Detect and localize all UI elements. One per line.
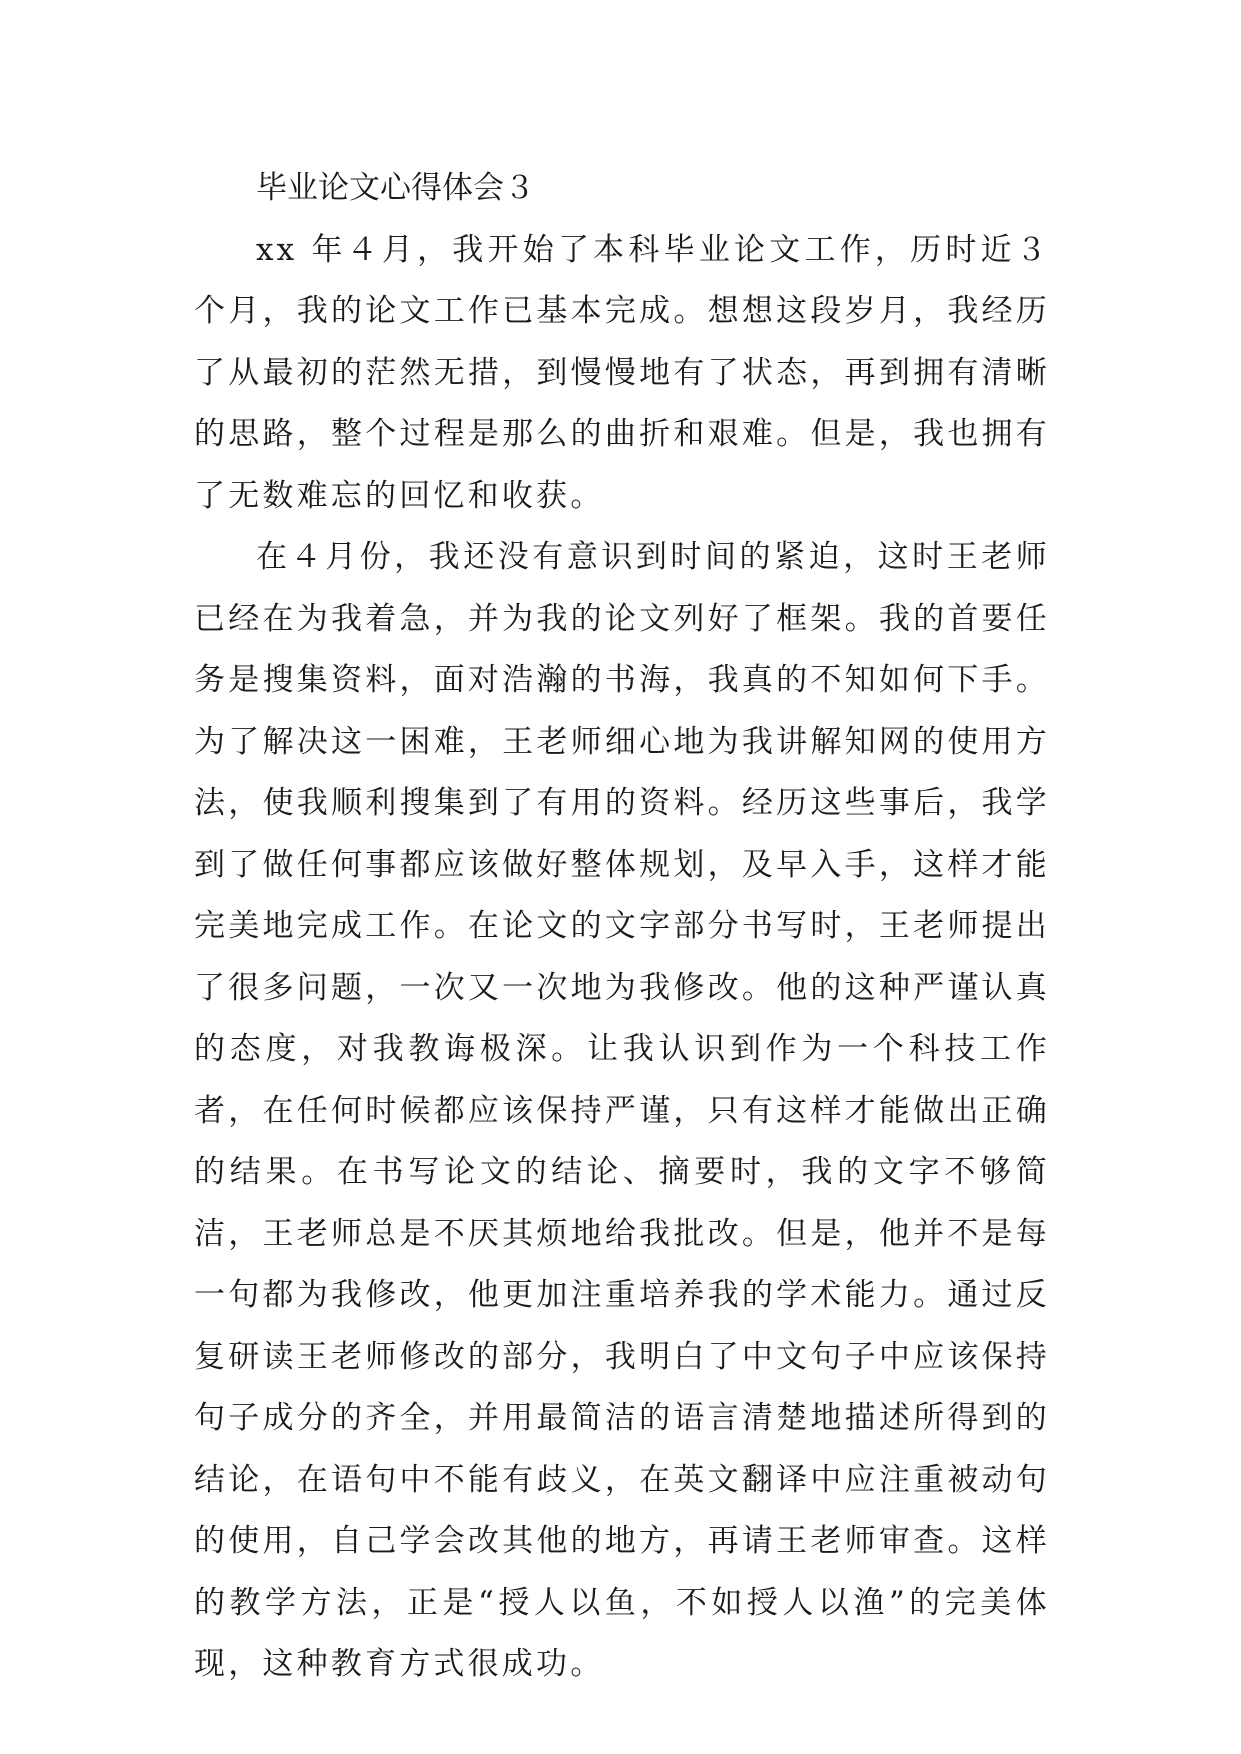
document-body (194, 158, 1050, 1696)
paragraph-1: xx 年４月，我开始了本科毕业论文工作，历时近３个月，我的论文工作已基本完成。想想这段岁月，我经历了从最初的茫然无措，到慢慢地有了状态，再到拥有清晰的思路，整个过程是那么的曲折和艰难。但是，我也拥有了无数难忘的回忆和收获。 (194, 231, 1050, 514)
document-title: 毕业论文心得体会３ (256, 170, 535, 206)
paragraph-2: 在４月份，我还没有意识到时间的紧迫，这时王老师已经在为我着急，并为我的论文列好了框架。我的首要任务是搜集资料，面对浩瀚的书海，我真的不知如何下手。为了解决这一困难，王老师细心地为我讲解知网的使用方法，使我顺利搜集到了有用的资料。经历这些事后，我学到了做任何事都应该做好整体规划，及早入手，这样才能完美地完成工作。在论文的文字部分书写时，王老师提出了很多问题，一次又一次地为我修改。他的这种严谨认真的态度，对我教诲极深。让我认识到作为一个科技工作者，在任何时候都应该保持严谨，只有这样才能做出正确的结果。在书写论文的结论、摘要时，我的文字不够简洁，王老师总是不厌其烦地给我批改。但是，他并不是每一句都为我修改，他更加注重培养我的学术能力。通过反复研读王老师修改的部分，我明白了中文句子中应该保持句子成分的齐全，并用最简洁的语言清楚地描述所得到的结论，在语句中不能有歧义，在英文翻译中应注重被动句的使用，自己学会改其他的地方，再请王老师审查。这样的教学方法，正是“授人以鱼，不如授人以渔”的完美体现，这种教育方式很成功。 (194, 539, 1050, 1682)
